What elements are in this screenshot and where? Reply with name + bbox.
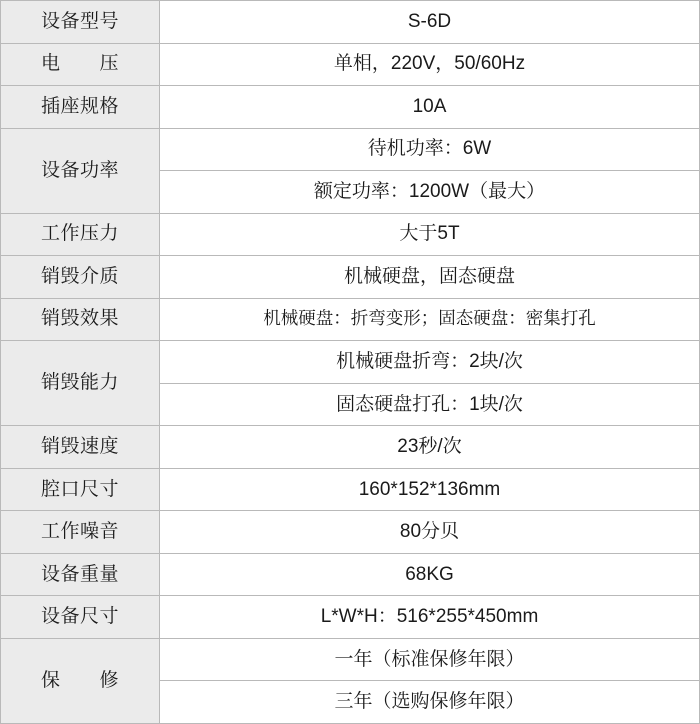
spec-value-dimensions: L*W*H：516*255*450mm — [160, 596, 700, 639]
spec-label-noise: 工作噪音 — [1, 511, 160, 554]
spec-value-voltage: 单相，220V，50/60Hz — [160, 43, 700, 86]
spec-value-weight: 68KG — [160, 553, 700, 596]
spec-value-rated-power: 额定功率：1200W（最大） — [160, 171, 700, 214]
spec-label-capacity: 销毁能力 — [1, 341, 160, 426]
table-row — [1, 638, 700, 681]
spec-value-working-pressure: 大于5T — [160, 213, 700, 256]
table-row — [1, 128, 700, 171]
spec-value-warranty-standard: 一年（标准保修年限） — [160, 638, 700, 681]
spec-label-model: 设备型号 — [1, 1, 160, 44]
spec-label-working-pressure: 工作压力 — [1, 213, 160, 256]
spec-value-warranty-optional: 三年（选购保修年限） — [160, 681, 700, 724]
spec-value-speed: 23秒/次 — [160, 426, 700, 469]
spec-table-body — [1, 1, 700, 724]
spec-value-chamber-size: 160*152*136mm — [160, 468, 700, 511]
table-row — [1, 43, 700, 86]
table-row — [1, 86, 700, 129]
spec-value-media: 机械硬盘，固态硬盘 — [160, 256, 700, 299]
table-row — [1, 596, 700, 639]
spec-value-effect: 机械硬盘：折弯变形；固态硬盘：密集打孔 — [160, 298, 700, 341]
spec-value-standby-power: 待机功率：6W — [160, 128, 700, 171]
spec-label-dimensions: 设备尺寸 — [1, 596, 160, 639]
table-row — [1, 426, 700, 469]
table-row — [1, 511, 700, 554]
spec-label-effect: 销毁效果 — [1, 298, 160, 341]
table-row — [1, 256, 700, 299]
spec-label-warranty: 保 修 — [1, 638, 160, 723]
spec-label-voltage: 电 压 — [1, 43, 160, 86]
table-row — [1, 298, 700, 341]
spec-label-chamber-size: 腔口尺寸 — [1, 468, 160, 511]
spec-value-model: S-6D — [160, 1, 700, 44]
spec-value-ssd-capacity: 固态硬盘打孔：1块/次 — [160, 383, 700, 426]
spec-value-hdd-capacity: 机械硬盘折弯：2块/次 — [160, 341, 700, 384]
spec-value-noise: 80分贝 — [160, 511, 700, 554]
spec-label-speed: 销毁速度 — [1, 426, 160, 469]
table-row — [1, 468, 700, 511]
spec-label-power: 设备功率 — [1, 128, 160, 213]
spec-label-media: 销毁介质 — [1, 256, 160, 299]
spec-value-socket: 10A — [160, 86, 700, 129]
table-row — [1, 341, 700, 384]
table-row — [1, 213, 700, 256]
spec-label-weight: 设备重量 — [1, 553, 160, 596]
spec-label-socket: 插座规格 — [1, 86, 160, 129]
table-row — [1, 553, 700, 596]
table-row — [1, 1, 700, 44]
